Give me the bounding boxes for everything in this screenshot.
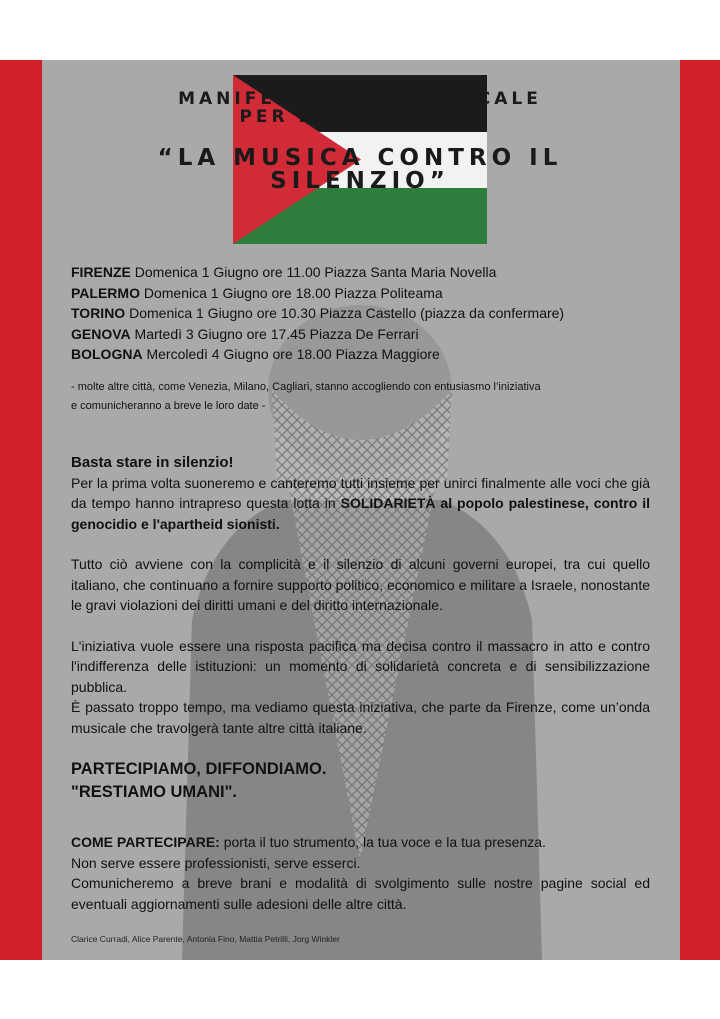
participate-line-2: Non serve essere professionisti, serve esserci. <box>71 854 361 871</box>
event-item <box>71 303 650 324</box>
event-details: Domenica 1 Giugno ore 11.00 Piazza Santa Maria Novella <box>130 264 497 280</box>
event-details: Mercoledì 4 Giugno ore 18.00 Piazza Maggiore <box>142 346 440 362</box>
participate-label: COME PARTECIPARE: <box>71 834 220 850</box>
event-city: BOLOGNA <box>71 346 143 362</box>
participate-line-3: Comunicheremo a breve brani e modalità di svolgimento sulle nostre pagine social ed eventuali aggiornamenti sulle adesioni delle altre città. <box>71 875 650 912</box>
participate-section <box>71 832 650 914</box>
event-details: Domenica 1 Giugno ore 18.00 Piazza Politeama <box>139 284 443 301</box>
event-item <box>71 344 650 365</box>
note-line-1: - molte altre città, come Venezia, Milano, Cagliari, stanno accogliendo con entusiasmo l’iniziativa <box>71 380 541 393</box>
event-city: GENOVA <box>71 325 131 342</box>
participate-line-1 <box>71 832 650 853</box>
paragraph-1-text: Per la prima volta suoneremo e canteremo tutti insieme per unirci finalmente alle voci che già da tempo hanno intrapreso questa lotta in <box>71 474 650 511</box>
title-line-1: MANIFESTAZIONE MUSICALE <box>178 89 542 109</box>
left-red-band <box>0 60 42 960</box>
event-city: PALERMO <box>71 284 140 301</box>
event-item <box>71 324 650 345</box>
participate-text-1: porta il tuo strumento, la tua voce e la tua presenza. <box>219 834 546 850</box>
paragraph-2: Tutto ciò avviene con la complicità e il silenzio di alcuni governi europei, tra cui quello italiano, che continuano a fornire supporto politico, economico e militare a Israele, nonostante le gravi violazioni dei diritti umani e del diritto internazionale. <box>71 556 651 613</box>
event-details: Domenica 1 Giugno ore 10.30 Piazza Castello (piazza da confermare) <box>125 305 565 321</box>
slogan <box>71 758 650 804</box>
quote-title-line-1: “LA MUSICA CONTRO IL <box>157 145 563 171</box>
paragraph-4: È passato troppo tempo, ma vediamo questa iniziativa, che parte da Firenze, come un’onda musicale che travolgerà tante altre città italiane. <box>71 699 650 736</box>
event-item <box>71 283 650 304</box>
right-red-band <box>680 60 720 960</box>
section-heading: Basta stare in silenzio! <box>71 453 234 471</box>
event-item <box>71 262 650 283</box>
event-list <box>71 262 650 365</box>
poster-content <box>71 262 650 914</box>
note-line-2: e comunicheranno a breve le loro date - <box>71 399 266 412</box>
slogan-line-2: "RESTIAMO UMANI". <box>71 783 237 801</box>
paragraph-3: L'iniziativa vuole essere una risposta pacifica ma decisa contro il massacro in atto e contro l'indifferenza delle istituzioni: un momento di solidarietà concreta e di sensibilizzazione pubblica. <box>71 637 650 695</box>
event-details: Martedì 3 Giugno ore 17.45 Piazza De Ferrari <box>130 325 419 342</box>
other-cities-note <box>71 378 650 416</box>
paragraph-1-bold: SOLIDARIETÀ al popolo palestinese, contro il genocidio e l'apartheid sionisti. <box>71 495 650 532</box>
paragraph-1 <box>71 473 650 535</box>
credits: Clarice Curradi, Alice Parente, Antonia Fino, Mattia Petrilli, Jorg Winkler <box>71 934 340 944</box>
slogan-line-1: PARTECIPIAMO, DIFFONDIAMO. <box>71 760 327 778</box>
event-city: TORINO <box>71 305 126 321</box>
quote-title-line-2: SILENZIO” <box>270 168 450 194</box>
event-city: FIRENZE <box>71 264 131 280</box>
title-line-2: PER LA PALESTINA <box>239 107 481 127</box>
